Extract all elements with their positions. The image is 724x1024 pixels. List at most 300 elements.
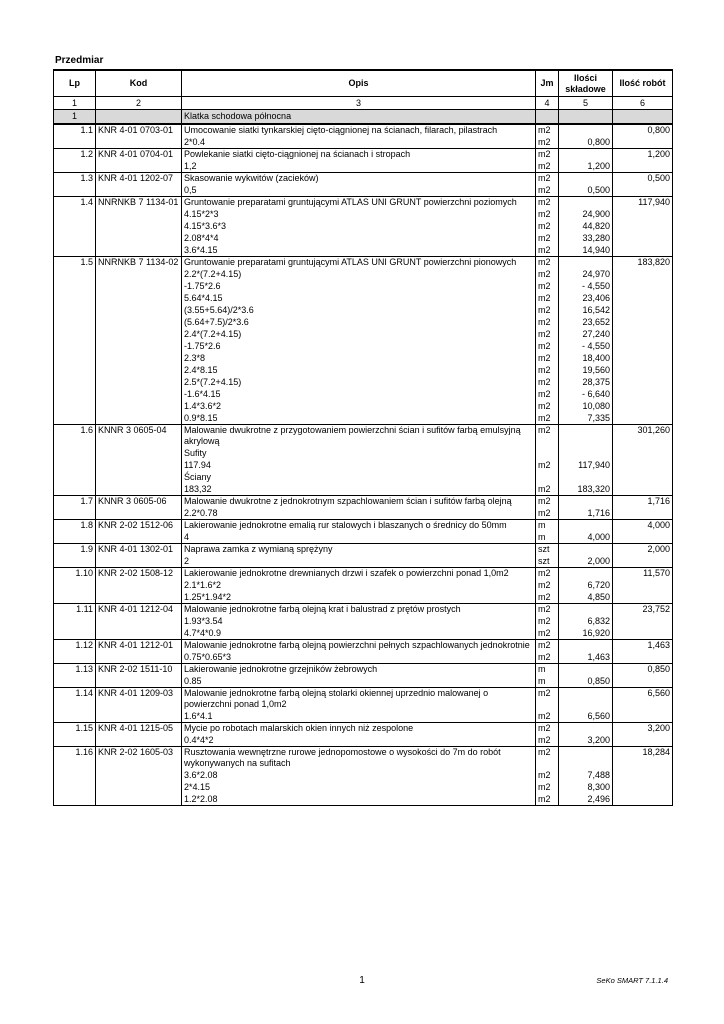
measurement-kod	[96, 769, 182, 781]
measurement-jm: m2	[536, 292, 559, 304]
measurement-value: 1,200	[559, 160, 613, 173]
measurement-lp	[54, 675, 96, 688]
measurement-row	[54, 268, 673, 280]
position-jm: m2	[536, 173, 559, 185]
measurement-ilosc	[613, 651, 673, 664]
przedmiar-table	[53, 69, 673, 806]
measurement-kod	[96, 627, 182, 640]
measurement-kod	[96, 160, 182, 173]
position-opis: Umocowanie siatki tynkarskiej cięto-ciągnionej na ścianach, filarach, pilastrach	[182, 124, 536, 136]
measurement-row	[54, 769, 673, 781]
measurement-kod	[96, 340, 182, 352]
measurement-kod	[96, 483, 182, 496]
measurement-row	[54, 793, 673, 806]
position-group	[54, 124, 673, 149]
measurement-ilosc	[613, 793, 673, 806]
measurement-ilosc	[613, 483, 673, 496]
measurement-formula: 4	[182, 531, 536, 544]
measurement-kod	[96, 734, 182, 747]
measurement-lp	[54, 459, 96, 471]
position-kod: KNR 4-01 1202-07	[96, 173, 182, 185]
position-group	[54, 568, 673, 604]
measurement-kod	[96, 447, 182, 459]
measurement-jm: m2	[536, 651, 559, 664]
measurement-formula: 0,5	[182, 184, 536, 197]
measurement-ilosc	[613, 208, 673, 220]
measurement-lp	[54, 184, 96, 197]
column-number-row	[54, 97, 673, 110]
measurement-ilosc	[613, 400, 673, 412]
measurement-jm: m2	[536, 268, 559, 280]
measurement-ilosc	[613, 292, 673, 304]
position-jm: m	[536, 664, 559, 676]
measurement-value: 0,800	[559, 136, 613, 149]
measurement-kod	[96, 651, 182, 664]
position-ilosci	[559, 723, 613, 735]
measurement-jm: m2	[536, 507, 559, 520]
measurement-kod	[96, 244, 182, 257]
position-row	[54, 124, 673, 136]
measurement-jm: m2	[536, 316, 559, 328]
position-lp: 1.6	[54, 425, 96, 448]
position-kod: KNNR 3 0605-06	[96, 496, 182, 508]
position-opis: Rusztowania wewnętrzne rurowe jednopomostowe o wysokości do 7m do robót wykonywanych na sufitach	[182, 747, 536, 770]
measurement-lp	[54, 208, 96, 220]
measurement-ilosc	[613, 244, 673, 257]
position-row	[54, 604, 673, 616]
position-ilosc: 3,200	[613, 723, 673, 735]
measurement-jm: m2	[536, 769, 559, 781]
position-jm: m2	[536, 640, 559, 652]
measurement-ilosc	[613, 531, 673, 544]
measurement-lp	[54, 364, 96, 376]
measurement-lp	[54, 531, 96, 544]
measurement-kod	[96, 400, 182, 412]
position-group	[54, 747, 673, 806]
measurement-value: 27,240	[559, 328, 613, 340]
measurement-ilosc	[613, 304, 673, 316]
measurement-lp	[54, 316, 96, 328]
position-row	[54, 257, 673, 269]
position-opis: Lakierowanie jednokrotne grzejników żebrowych	[182, 664, 536, 676]
measurement-ilosc	[613, 769, 673, 781]
measurement-lp	[54, 136, 96, 149]
position-opis: Malowanie dwukrotne z przygotowaniem powierzchni ścian i sufitów farbą emulsyjną akrylową	[182, 425, 536, 448]
measurement-row	[54, 328, 673, 340]
measurement-jm: m2	[536, 328, 559, 340]
position-ilosci	[559, 568, 613, 580]
measurement-lp	[54, 591, 96, 604]
measurement-row	[54, 471, 673, 483]
measurement-kod	[96, 280, 182, 292]
position-ilosc: 4,000	[613, 520, 673, 532]
measurement-value: 8,300	[559, 781, 613, 793]
measurement-ilosc	[613, 340, 673, 352]
measurement-formula: 4.7*4*0.9	[182, 627, 536, 640]
position-group	[54, 604, 673, 640]
measurement-formula: 2.3*8	[182, 352, 536, 364]
measurement-kod	[96, 268, 182, 280]
measurement-kod	[96, 388, 182, 400]
measurement-kod	[96, 781, 182, 793]
measurement-lp	[54, 340, 96, 352]
measurement-formula: -1.75*2.6	[182, 340, 536, 352]
measurement-ilosc	[613, 591, 673, 604]
column-number: 3	[182, 97, 536, 110]
position-ilosci	[559, 604, 613, 616]
measurement-value: - 4,550	[559, 340, 613, 352]
measurement-jm: m2	[536, 412, 559, 425]
position-kod: KNR 2-02 1605-03	[96, 747, 182, 770]
measurement-lp	[54, 507, 96, 520]
header-ilosci-skladowe: Ilości składowe	[559, 70, 613, 97]
measurement-row	[54, 675, 673, 688]
position-lp: 1.9	[54, 544, 96, 556]
header-kod: Kod	[96, 70, 182, 97]
position-opis: Malowanie jednokrotne farbą olejną krat i balustrad z prętów prostych	[182, 604, 536, 616]
measurement-value: 4,850	[559, 591, 613, 604]
position-group	[54, 544, 673, 568]
section-ilosci	[559, 110, 613, 125]
measurement-value: - 6,640	[559, 388, 613, 400]
position-opis: Lakierowanie jednokrotne emalią rur stalowych i blaszanych o średnicy do 50mm	[182, 520, 536, 532]
column-number: 6	[613, 97, 673, 110]
measurement-value	[559, 447, 613, 459]
measurement-value: 7,488	[559, 769, 613, 781]
position-group	[54, 197, 673, 257]
position-row	[54, 520, 673, 532]
measurement-row	[54, 579, 673, 591]
position-ilosci	[559, 425, 613, 448]
measurement-jm: m2	[536, 615, 559, 627]
measurement-formula: 2.5*(7.2+4.15)	[182, 376, 536, 388]
measurement-value: 24,900	[559, 208, 613, 220]
measurement-lp	[54, 244, 96, 257]
measurement-row	[54, 292, 673, 304]
position-lp: 1.3	[54, 173, 96, 185]
measurement-formula: 4.15*2*3	[182, 208, 536, 220]
measurement-lp	[54, 769, 96, 781]
measurement-lp	[54, 627, 96, 640]
measurement-row	[54, 507, 673, 520]
position-opis: Malowanie jednokrotne farbą olejną powierzchni pełnych szpachlowanych jednokrotnie	[182, 640, 536, 652]
measurement-jm: m2	[536, 352, 559, 364]
position-lp: 1.15	[54, 723, 96, 735]
measurement-kod	[96, 507, 182, 520]
measurement-kod	[96, 793, 182, 806]
measurement-formula: 2.4*8.15	[182, 364, 536, 376]
position-jm: m	[536, 520, 559, 532]
measurement-row	[54, 459, 673, 471]
column-number: 5	[559, 97, 613, 110]
measurement-kod	[96, 208, 182, 220]
measurement-formula: 1.2*2.08	[182, 793, 536, 806]
position-opis: Mycie po robotach malarskich okien innych niż zespolone	[182, 723, 536, 735]
measurement-value: 16,920	[559, 627, 613, 640]
measurement-ilosc	[613, 412, 673, 425]
measurement-lp	[54, 781, 96, 793]
measurement-formula: 4.15*3.6*3	[182, 220, 536, 232]
measurement-value: 14,940	[559, 244, 613, 257]
measurement-kod	[96, 292, 182, 304]
document-title: Przedmiar	[55, 55, 104, 66]
measurement-lp	[54, 328, 96, 340]
measurement-formula: 2*4.15	[182, 781, 536, 793]
page-number: 1	[359, 975, 365, 986]
measurement-lp	[54, 793, 96, 806]
measurement-jm: m	[536, 531, 559, 544]
measurement-lp	[54, 304, 96, 316]
measurement-jm: m2	[536, 483, 559, 496]
position-ilosci	[559, 664, 613, 676]
section-name: Klatka schodowa północna	[182, 110, 536, 125]
measurement-kod	[96, 184, 182, 197]
measurement-row	[54, 651, 673, 664]
position-jm: m2	[536, 568, 559, 580]
measurement-formula: 2.2*0.78	[182, 507, 536, 520]
measurement-value: 0,500	[559, 184, 613, 197]
section-jm	[536, 110, 559, 125]
measurement-value: 1,463	[559, 651, 613, 664]
position-group	[54, 723, 673, 747]
position-group	[54, 425, 673, 496]
measurement-jm: m2	[536, 160, 559, 173]
position-ilosci	[559, 257, 613, 269]
measurement-jm: m2	[536, 400, 559, 412]
position-ilosc: 23,752	[613, 604, 673, 616]
measurement-kod	[96, 615, 182, 627]
position-ilosci	[559, 688, 613, 711]
position-lp: 1.8	[54, 520, 96, 532]
measurement-jm: m2	[536, 184, 559, 197]
measurement-lp	[54, 734, 96, 747]
measurement-jm: m2	[536, 280, 559, 292]
measurement-value: 10,080	[559, 400, 613, 412]
measurement-lp	[54, 220, 96, 232]
measurement-lp	[54, 412, 96, 425]
measurement-value: 24,970	[559, 268, 613, 280]
measurement-row	[54, 280, 673, 292]
measurement-formula: 0.75*0.65*3	[182, 651, 536, 664]
measurement-ilosc	[613, 459, 673, 471]
column-number: 2	[96, 97, 182, 110]
software-label: SeKo SMART 7.1.1.4	[596, 976, 668, 985]
measurement-lp	[54, 447, 96, 459]
measurement-lp	[54, 232, 96, 244]
measurement-ilosc	[613, 136, 673, 149]
measurement-value	[559, 471, 613, 483]
header-row	[54, 70, 673, 97]
position-row	[54, 568, 673, 580]
position-kod: KNR 2-02 1512-06	[96, 520, 182, 532]
measurement-ilosc	[613, 328, 673, 340]
position-kod: KNR 4-01 1302-01	[96, 544, 182, 556]
measurement-kod	[96, 579, 182, 591]
measurement-jm: m2	[536, 710, 559, 723]
header-jm: Jm	[536, 70, 559, 97]
position-jm: m2	[536, 425, 559, 448]
measurement-jm: m2	[536, 579, 559, 591]
measurement-value: 3,200	[559, 734, 613, 747]
measurement-row	[54, 220, 673, 232]
position-kod: KNR 4-01 1209-03	[96, 688, 182, 711]
position-row	[54, 544, 673, 556]
position-kod: KNR 4-01 1215-05	[96, 723, 182, 735]
measurement-jm: m2	[536, 781, 559, 793]
measurement-row	[54, 244, 673, 257]
measurement-jm	[536, 447, 559, 459]
measurement-ilosc	[613, 507, 673, 520]
position-jm: m2	[536, 604, 559, 616]
position-kod: NNRNKB 7 1134-01	[96, 197, 182, 209]
measurement-row	[54, 412, 673, 425]
measurement-formula: 5.64*4.15	[182, 292, 536, 304]
measurement-kod	[96, 136, 182, 149]
position-kod: KNR 2-02 1508-12	[96, 568, 182, 580]
measurement-lp	[54, 579, 96, 591]
measurement-value: 19,560	[559, 364, 613, 376]
column-number: 4	[536, 97, 559, 110]
measurement-row	[54, 483, 673, 496]
measurement-formula: 2	[182, 555, 536, 568]
position-ilosci	[559, 544, 613, 556]
position-opis: Lakierowanie jednokrotne drewnianych drzwi i szafek o powierzchni ponad 1,0m2	[182, 568, 536, 580]
measurement-row	[54, 352, 673, 364]
measurement-row	[54, 710, 673, 723]
position-lp: 1.16	[54, 747, 96, 770]
measurement-jm: m2	[536, 734, 559, 747]
position-lp: 1.1	[54, 124, 96, 136]
measurement-row	[54, 591, 673, 604]
position-ilosc: 1,463	[613, 640, 673, 652]
position-group	[54, 664, 673, 688]
header-lp: Lp	[54, 70, 96, 97]
measurement-row	[54, 734, 673, 747]
position-group	[54, 688, 673, 723]
position-opis: Naprawa zamka z wymianą sprężyny	[182, 544, 536, 556]
measurement-value: 23,652	[559, 316, 613, 328]
position-lp: 1.7	[54, 496, 96, 508]
measurement-kod	[96, 459, 182, 471]
position-row	[54, 664, 673, 676]
section-ilosc	[613, 110, 673, 125]
position-opis: Malowanie jednokrotne farbą olejną stolarki okiennej uprzednio malowanej o powierzchni ponad 1,0m2	[182, 688, 536, 711]
measurement-jm: m2	[536, 376, 559, 388]
position-ilosci	[559, 520, 613, 532]
measurement-jm: m2	[536, 591, 559, 604]
measurement-ilosc	[613, 388, 673, 400]
measurement-formula: 2.1*1.6*2	[182, 579, 536, 591]
measurement-lp	[54, 376, 96, 388]
position-lp: 1.5	[54, 257, 96, 269]
position-kod: NNRNKB 7 1134-02	[96, 257, 182, 269]
measurement-formula: Ściany	[182, 471, 536, 483]
measurement-formula: 2.2*(7.2+4.15)	[182, 268, 536, 280]
section-kod	[96, 110, 182, 125]
position-row	[54, 723, 673, 735]
measurement-lp	[54, 483, 96, 496]
measurement-value: 23,406	[559, 292, 613, 304]
column-number: 1	[54, 97, 96, 110]
measurement-lp	[54, 555, 96, 568]
measurement-jm: m2	[536, 627, 559, 640]
position-lp: 1.12	[54, 640, 96, 652]
measurement-value: 16,542	[559, 304, 613, 316]
position-ilosci	[559, 747, 613, 770]
position-group	[54, 257, 673, 425]
measurement-value: 18,400	[559, 352, 613, 364]
measurement-formula: 1,2	[182, 160, 536, 173]
measurement-ilosc	[613, 352, 673, 364]
position-jm: m2	[536, 688, 559, 711]
measurement-ilosc	[613, 268, 673, 280]
measurement-formula: 1.4*3.6*2	[182, 400, 536, 412]
position-row	[54, 173, 673, 185]
measurement-lp	[54, 160, 96, 173]
measurement-row	[54, 136, 673, 149]
measurement-row	[54, 627, 673, 640]
position-ilosc: 301,260	[613, 425, 673, 448]
measurement-formula: 117.94	[182, 459, 536, 471]
position-kod: KNR 2-02 1511-10	[96, 664, 182, 676]
measurement-formula: 1.6*4.1	[182, 710, 536, 723]
measurement-value: 1,716	[559, 507, 613, 520]
measurement-kod	[96, 304, 182, 316]
measurement-formula: 0.9*8.15	[182, 412, 536, 425]
measurement-kod	[96, 364, 182, 376]
measurement-lp	[54, 292, 96, 304]
measurement-ilosc	[613, 447, 673, 459]
measurement-ilosc	[613, 364, 673, 376]
section-row	[54, 110, 673, 125]
measurement-kod	[96, 531, 182, 544]
measurement-value: 6,560	[559, 710, 613, 723]
measurement-ilosc	[613, 316, 673, 328]
measurement-kod	[96, 710, 182, 723]
measurement-ilosc	[613, 280, 673, 292]
position-jm: m2	[536, 723, 559, 735]
position-ilosc: 18,284	[613, 747, 673, 770]
position-row	[54, 496, 673, 508]
measurement-kod	[96, 220, 182, 232]
measurement-row	[54, 555, 673, 568]
measurement-value: 6,720	[559, 579, 613, 591]
measurement-value: 117,940	[559, 459, 613, 471]
measurement-lp	[54, 615, 96, 627]
position-jm: m2	[536, 747, 559, 770]
position-ilosc: 0,500	[613, 173, 673, 185]
measurement-kod	[96, 471, 182, 483]
measurement-kod	[96, 555, 182, 568]
measurement-formula: 2*0.4	[182, 136, 536, 149]
position-row	[54, 425, 673, 448]
position-row	[54, 688, 673, 711]
position-ilosc: 183,820	[613, 257, 673, 269]
measurement-jm: m2	[536, 388, 559, 400]
position-ilosc: 117,940	[613, 197, 673, 209]
position-lp: 1.2	[54, 149, 96, 161]
measurement-value: 183,320	[559, 483, 613, 496]
position-ilosci	[559, 197, 613, 209]
measurement-row	[54, 615, 673, 627]
measurement-lp	[54, 471, 96, 483]
position-ilosc: 6,560	[613, 688, 673, 711]
measurement-lp	[54, 710, 96, 723]
measurement-jm: m2	[536, 232, 559, 244]
position-kod: KNNR 3 0605-04	[96, 425, 182, 448]
measurement-ilosc	[613, 710, 673, 723]
position-kod: KNR 4-01 1212-04	[96, 604, 182, 616]
